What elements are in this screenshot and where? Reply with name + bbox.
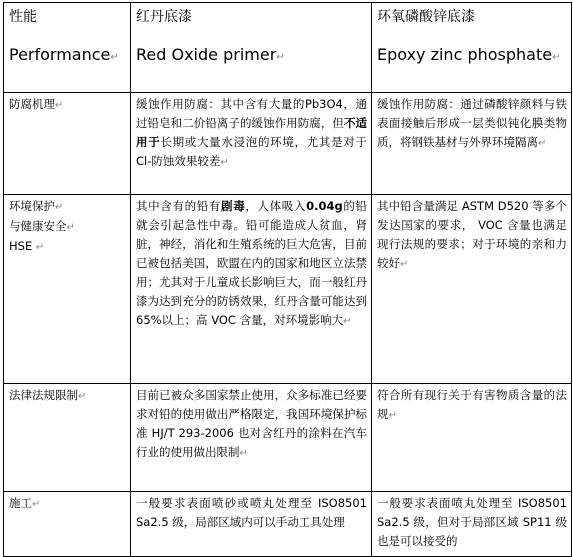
table-row	[4, 195, 572, 384]
header-epoxy	[372, 3, 572, 93]
return-mark-icon: ↵	[110, 52, 119, 63]
table-row	[4, 492, 572, 557]
table-row	[4, 93, 572, 195]
comparison-table	[3, 2, 572, 557]
return-mark-icon: ↵	[388, 410, 397, 421]
header-red-oxide-cn: 红丹底漆	[136, 9, 192, 25]
epoxy-cell: 其中铅含量满足 ASTM D520 等多个发达国家的要求， VOC 含量也满足现行法规的要求；对于环境的亲和力较好↵	[372, 195, 572, 384]
return-mark-icon: ↵	[239, 448, 248, 459]
return-mark-icon: ↵	[78, 391, 87, 402]
return-mark-icon: ↵	[552, 52, 561, 63]
return-mark-icon: ↵	[400, 259, 409, 270]
header-performance-cn: 性能	[9, 9, 37, 25]
row-label: 环境保护↵ 与健康安全↵ HSE ↵	[4, 195, 131, 384]
header-red-oxide-en: Red Oxide primer	[136, 45, 277, 64]
red-oxide-cell: 一般要求表面喷砂或喷丸处理至 ISO8501 Sa2.5 级，局部区域内可以手动工具处理	[131, 492, 372, 557]
return-mark-icon: ↵	[343, 316, 352, 327]
epoxy-cell: 一般要求表面喷丸处理至 ISO8501 Sa2.5 级，但对于局部区域 SP11 级也是可以接受的	[372, 492, 572, 557]
row-label: 施工↵	[4, 492, 131, 557]
return-mark-icon: ↵	[538, 138, 547, 149]
epoxy-cell: 符合所有现行关于有害物质含量的法规↵	[372, 384, 572, 492]
return-mark-icon: ↵	[55, 100, 64, 111]
header-epoxy-cn: 环氧磷酸锌底漆	[377, 9, 475, 25]
red-oxide-cell: 其中含有的铅有剧毒，人体吸入0.04g的铅就会引起急性中毒。铅可能造成人贫血，肾脏，神经，消化和生殖系统的巨大危害，目前已被包括美国，欧盟在内的国家和地区立法禁用；尤其对于儿童成长影响巨大，而一般红丹漆为达到充分的防锈效果，红丹含量可能达到 65%以上；高 VOC 含量，对环境影响大↵	[131, 195, 372, 384]
return-mark-icon: ↵	[32, 499, 41, 510]
header-red-oxide	[131, 3, 372, 93]
return-mark-icon: ↵	[220, 157, 229, 168]
red-oxide-cell: 缓蚀作用防腐：其中含有大量的Pb3O4，通过铅皂和二价铅离子的缓蚀作用防腐，但不适用于长期或大量水浸泡的环境，尤其是对于 Cl-防蚀效果较差↵	[131, 93, 372, 195]
row-label: 法律法规限制↵	[4, 384, 131, 492]
emphasis-text: 0.04g	[306, 199, 343, 213]
return-mark-icon: ↵	[35, 242, 45, 253]
header-performance-en: Performance	[9, 45, 111, 64]
return-mark-icon: ↵	[66, 222, 75, 233]
header-row	[4, 3, 572, 93]
emphasis-text: 不适用于	[136, 116, 368, 149]
header-performance	[4, 3, 131, 93]
header-epoxy-en: Epoxy zinc phosphate	[377, 45, 553, 64]
row-label: 防腐机理↵	[4, 93, 131, 195]
epoxy-cell: 缓蚀作用防腐：通过磷酸锌颜料与铁表面接触后形成一层类似钝化膜类物质，将钢铁基材与外界环境隔离↵	[372, 93, 572, 195]
red-oxide-cell: 目前已被众多国家禁止使用，众多标准已经要求对铅的使用做出严格限定，我国环境保护标准 HJ/T 293-2006 也对含红丹的涂料在汽车行业的使用做出限制↵	[131, 384, 372, 492]
table-row	[4, 384, 572, 492]
emphasis-text: 剧毒	[221, 199, 246, 213]
return-mark-icon: ↵	[55, 202, 64, 213]
return-mark-icon: ↵	[276, 52, 285, 63]
